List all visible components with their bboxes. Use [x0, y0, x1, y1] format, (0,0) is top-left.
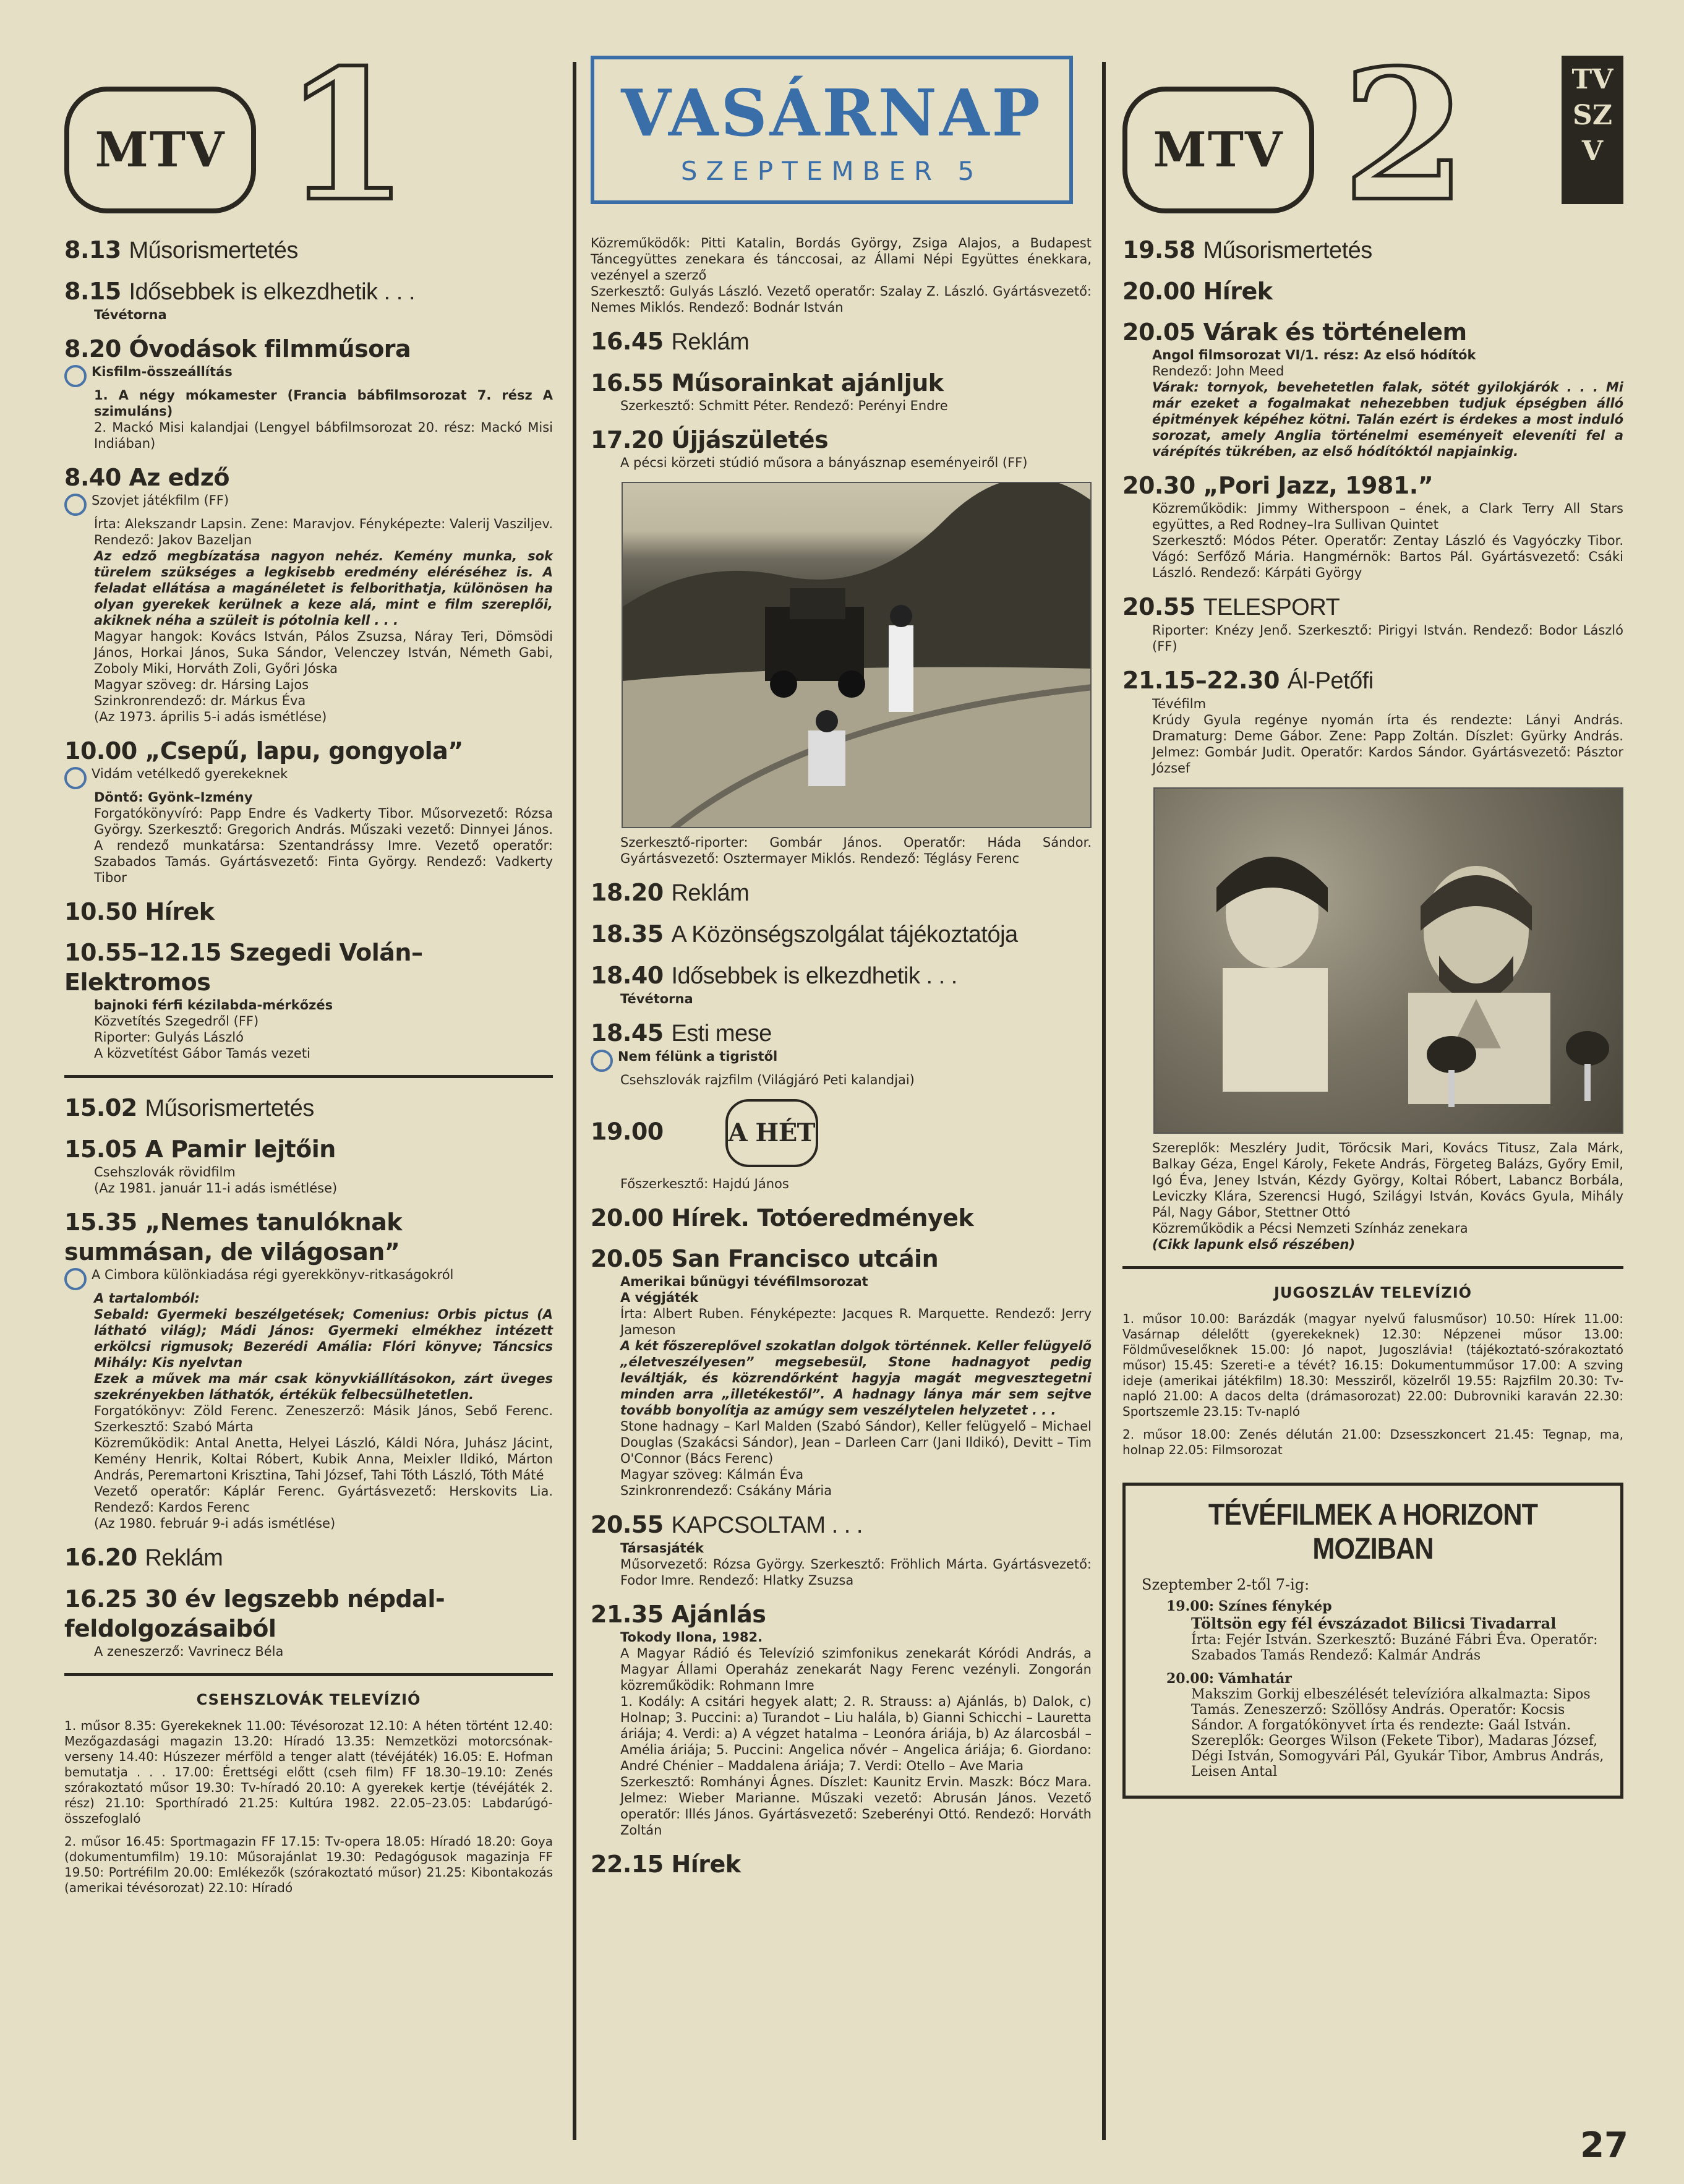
- program-entry: [591, 368, 1092, 414]
- al-petofi-photo: [1153, 787, 1623, 1134]
- program-entry: [591, 327, 1092, 357]
- subtitle: Társasjáték: [620, 1541, 704, 1556]
- mtv2-header: [1122, 31, 1623, 241]
- subtitle: Nem félünk a tigristől: [618, 1049, 778, 1064]
- line: (Az 1981. január 11-i adás ismétlése): [94, 1181, 338, 1196]
- title: Reklám: [145, 1545, 223, 1571]
- credits: Műsorvezető: Rózsa György. Szerkesztő: Fröhlich Márta. Gyártásvezető: Fodor Imre. Rendező: Hlatky Zsuzsa: [620, 1557, 1092, 1588]
- cast: Közreműködik: Jimmy Witherspoon – ének, a Clark Terry All Stars együttes, a Red Rodney–Ira Sullivan Quintet: [1152, 501, 1623, 532]
- time: 18.45: [591, 1019, 664, 1047]
- title: Várak és történelem: [1203, 319, 1467, 346]
- title: Hírek. Totóeredmények: [671, 1204, 974, 1231]
- time: 20.30: [1122, 472, 1195, 499]
- time: 8.40: [64, 464, 121, 491]
- program-entry: [591, 1244, 1092, 1499]
- time: 16.25: [64, 1585, 137, 1612]
- subtitle: Döntő: Gyönk–Izmény: [94, 790, 253, 805]
- title: Az edző: [129, 464, 229, 491]
- time: 10.00: [64, 737, 137, 764]
- time: 16.20: [64, 1544, 137, 1571]
- sync-credit: Szinkronrendező: dr. Márkus Éva: [94, 693, 306, 708]
- time: 15.02: [64, 1094, 137, 1121]
- title: Idősebbek is elkezdhetik . . .: [129, 279, 415, 305]
- subtitle: Tévéfilm: [1152, 696, 1207, 711]
- title: „Csepű, lapu, gongyola”: [145, 737, 463, 764]
- kind: Színes fénykép: [1218, 1598, 1332, 1614]
- time: 19.00:: [1166, 1598, 1215, 1614]
- description: A két főszereplővel szokatlan dolgok történnek. Keller felügyelő „életveszélyesen” megsebesül, Stone hadnagyot pedig leváltják, és közrendőrként hagyja magát megvesztegetni minden arra „illetékestől”. A hadnagy lánya már sem sejtve tovább bonyolítja az amúgy sem veszélytelen helyzetet . . .: [620, 1338, 1092, 1418]
- line: A pécsi körzeti stúdió műsora a bányásznap eseményeiről (FF): [620, 455, 1028, 470]
- program-entry: [64, 334, 553, 452]
- program-entry: [64, 1543, 553, 1573]
- program-entry: [64, 1093, 553, 1123]
- credits: Közreműködők: Pitti Katalin, Bordás György, Zsiga Alajos, a Budapest Táncegyüttes zenekara és tánccosai, az Állami Népi Együttes énekkara, vezényel a szerző: [591, 236, 1092, 283]
- line: Riporter: Knézy Jenő. Szerkesztő: Pirigyi István. Rendező: Bodor László (FF): [1152, 623, 1623, 654]
- program-entry: [591, 961, 1092, 1007]
- separator: [64, 1673, 553, 1676]
- separator: [64, 1075, 553, 1078]
- credits: Szerkesztő: Módos Péter. Operatőr: Zentay László és Vagyóczky Tibor. Vágó: Serfőző Mária. Hangmérnök: Bartos Pál. Gyártásvezető: Csáki László. Rendező: Kárpáti György: [1152, 533, 1623, 580]
- title: Reklám: [671, 329, 750, 355]
- line: Főszerkesztő: Hajdú János: [620, 1176, 789, 1191]
- line: A zeneszerző: Vavrinecz Béla: [94, 1644, 284, 1659]
- horizont-box: [1122, 1483, 1623, 1799]
- time: 21.15–22.30: [1122, 667, 1280, 694]
- time: 10.55–12.15: [64, 939, 221, 966]
- tab-line: V: [1581, 135, 1604, 167]
- time: 20.05: [591, 1245, 664, 1272]
- subtitle: Tévétorna: [94, 307, 167, 322]
- subtitle: A Cimbora különkiadása régi gyerekkönyv-ritkaságokról: [92, 1267, 454, 1282]
- text-credit: Magyar szöveg: Kálmán Éva: [620, 1467, 804, 1482]
- credits: Krúdy Gyula regénye nyomán írta és rendezte: Lányi András. Dramaturg: Deme Gábor. Zene: Papp Zoltán. Díszlet: Gyürky András. Jelmez: Gombár Judit. Operatőr: Kardos Sándor. Gyártásvezető: Pásztor József: [1152, 713, 1623, 776]
- crew: Vezető operatőr: Káplár Ferenc. Gyártásvezető: Herskovits Lia. Rendező: Kardos Ferenc: [94, 1484, 553, 1515]
- time: 20.00: [591, 1204, 664, 1231]
- tab-line: TV: [1571, 64, 1613, 95]
- mtv2-column: [1122, 31, 1623, 1799]
- program-entry: [64, 276, 553, 323]
- date: SZEPTEMBER 5: [680, 156, 983, 186]
- program-entry: [591, 878, 1092, 908]
- sunday-column: [591, 56, 1092, 1890]
- repeat-note: (Az 1973. április 5-i adás ismétlése): [94, 709, 327, 724]
- credits: Írta: Fejér István. Szerkesztő: Buzáné Fábri Éva. Operatőr: Szabados Tamás Rendező: Kalmár András: [1191, 1632, 1598, 1663]
- czech-tv-title: CSEHSZLOVÁK TELEVÍZIÓ: [196, 1691, 421, 1708]
- program-entry: [64, 897, 553, 927]
- program-entry: [64, 1584, 553, 1659]
- separator: [1122, 1266, 1623, 1269]
- description: Makszim Gorkij elbeszélését televízióra alkalmazta: Sipos Tamás. Zeneszerző: Szöllősy András. Operatőr: Kocsis Sándor. A forgatókönyvet írta és rendezte: Gaál István. Szereplők: Georges Wilson (Fekete Tibor), Madaras József, Dégi István, Somogyvári Pál, Gyukár Tibor, Ambrus András, Leisen Antal: [1191, 1687, 1604, 1779]
- title: San Francisco utcáin: [671, 1245, 939, 1272]
- subtitle: Angol filmsorozat VI/1. rész: Az első hódítók: [1152, 348, 1476, 362]
- program-entry: [591, 1599, 1092, 1838]
- program-entry: [591, 1099, 1092, 1192]
- program-entry: [1122, 276, 1623, 306]
- time: 18.40: [591, 962, 664, 989]
- czech-tv-program-1: 1. műsor 8.35: Gyerekeknek 11.00: Tévésorozat 12.10: A héten történt 12.40: Mezőgazdasági magazin 13.20: Híradó 13.35: Nemzetközi motorcsónak-verseny 14.40: Húszezer mérföld a tenger alatt (tévéjáték) 16.05: E. Hofman bemutatja . . . 17.00: Érettségi előtt (cseh film) FF 18.30–19.10: Zenés szórakoztató műsor 19.30: Tv-híradó 20.10: A gyerekek kertje (tévéjáték 2. rész) 21.10: Sporthíradó 21.25: Kultúra 1982. 22.05–23.05: Labdarúgó-összefoglaló: [64, 1718, 553, 1826]
- time: 19.58: [1122, 236, 1195, 263]
- program-entry: [64, 463, 553, 725]
- subtitle: Szovjet játékfilm (FF): [92, 493, 229, 508]
- yugoslav-tv-program-1: 1. műsor 10.00: Barázdák (magyar nyelvű falusműsor) 10.50: Hírek 11.00: Vasárnap délelőtt (gyerekeknek) 12.30: Népzenei műsor 13.00: Földműveselőknek 15.00: Jó napot, Jugoszlávia! (tájékoztató-szórakoztató műsor) 15.45: Szereti-e a tévét? 16.15: Dokumentumműsor 17.00: A szving ideje (amerikai játékfilm) 18.30: Messziről, közelről 19.55: Rajzfilm 20.30: Tv-napló 21.00: A dacos delta (drámasorozat) 22.00: Dubrovniki karaván 22.30: Sportszemle 23.15: Tv-napló: [1122, 1311, 1623, 1419]
- kind: Vámhatár: [1218, 1671, 1292, 1687]
- cast: Stone hadnagy – Karl Malden (Szabó Sándor), Keller felügyelő – Michael Douglas (Szakácsi Sándor), Jean – Darleen Carr (Jani Ildikó), Devitt – Tim O'Connor (Bács Ferenc): [620, 1419, 1092, 1466]
- repeat-note: (Az 1980. február 9-i adás ismétlése): [94, 1516, 336, 1531]
- program-list: 1. Kodály: A csitári hegyek alatt; 2. R. Strauss: a) Ajánlás, b) Dalok, c) Holnap; 3. Puccini: a) Turandot – Liu halála, b) Gianni Schicchi – Lauretta áriája; 4. Verdi: a) A végzet hatalma – Leonóra áriája, b) Az álarcosbál – Amélia áriája; 5. Puccini: Angelica nővér – Angelica áriája; 6. Giordano: André Chénier – Maddalena áriája; 7. Verdi: Otello – Ave Maria: [620, 1694, 1092, 1773]
- contents-label: A tartalomból:: [94, 1291, 200, 1306]
- title: Hírek: [671, 1851, 741, 1878]
- subtitle: bajnoki férfi kézilabda-mérkőzés: [94, 998, 333, 1013]
- subtitle: A végjáték: [620, 1290, 699, 1305]
- time: 17.20: [591, 426, 664, 453]
- time: 22.15: [591, 1851, 664, 1878]
- item: 1. A négy mókamester (Francia bábfilmsorozat 7. rész A szimuláns): [94, 388, 553, 419]
- line: Rendező: John Meed: [1152, 364, 1284, 379]
- time: 18.35: [591, 920, 664, 948]
- time: 21.35: [591, 1601, 664, 1628]
- cast: Szereplők: Meszléry Judit, Törőcsik Mari, Kovács Titusz, Zala Márk, Balkay Géza, Engel Károly, Fekete András, Förgeteg Balázs, Győry Emil, Igó Éva, Jeney István, Kézdy György, Koltai Róbert, Labancz Borbála, Leviczky Klára, Szerencsi Hugó, Szilágyi István, Kovács Gyula, Mihály Pál, Nagy Gábor, Stettner Ottó: [1152, 1141, 1623, 1220]
- program-entry: [64, 1134, 553, 1196]
- color-broadcast-icon: [591, 1050, 613, 1072]
- channel-number: 1: [284, 31, 409, 241]
- title: A Pamir lejtőin: [145, 1136, 336, 1163]
- program-entry: [591, 425, 1092, 867]
- time: 15.05: [64, 1136, 137, 1163]
- title: Óvodások filmműsora: [129, 335, 411, 362]
- time: 16.45: [591, 328, 664, 355]
- mtv-logo: MTV: [1122, 87, 1314, 213]
- program-entry: [591, 919, 1092, 949]
- contents: Sebald: Gyermeki beszélgetések; Comenius: Orbis pictus (A látható világ); Mádi János: Gyermeki elmékhez intézett erkölcsi rigmusok; Bezerédi Amália: Flóri könyve; Táncsics Mihály: Kis nyelvtan: [94, 1307, 553, 1370]
- subtitle: Kisfilm-összeállítás: [92, 364, 233, 379]
- horizont-date: Szeptember 2-től 7-ig:: [1142, 1576, 1310, 1593]
- sync-credit: Szinkronrendező: Csákány Mária: [620, 1483, 832, 1498]
- column-divider-right: [1102, 62, 1106, 2140]
- time: 10.50: [64, 898, 137, 925]
- line: A közvetítést Gábor Tamás vezeti: [94, 1046, 310, 1061]
- music-credit: Közreműködik a Pécsi Nemzeti Színház zenekara: [1152, 1221, 1468, 1236]
- program-entry: [591, 1510, 1092, 1588]
- voices: Magyar hangok: Kovács István, Pálos Zsuzsa, Náray Teri, Dömsödi János, Horkai János, Suka Sándor, Velenczey István, Németh Gabi, Zoboly Miki, Horváth Zoli, Győri Jóska: [94, 629, 553, 676]
- title: Hírek: [145, 898, 215, 925]
- program-entry: [1122, 666, 1623, 1253]
- credits: Szerkesztő: Gulyás László. Vezető operatőr: Szalay Z. László. Gyártásvezető: Nemes Miklós. Rendező: Bodnár István: [591, 284, 1092, 315]
- title: Esti mese: [671, 1021, 772, 1047]
- cast: Közreműködik: Antal Anetta, Helyei László, Káldi Nóra, Juhász Jácint, Kemény Henrik, Koltai Róbert, Kubik Anna, Meixler Ildikó, Márton András, Peremartoni Krisztina, Tahi József, Tahi Tóth László, Tóth Máté: [94, 1436, 553, 1483]
- subtitle: Tévétorna: [620, 991, 693, 1006]
- title: 30 év legszebb népdal-feldolgozásaiból: [64, 1585, 445, 1642]
- mtv-logo: MTV: [64, 87, 256, 213]
- title: Műsorismertetés: [145, 1095, 314, 1121]
- photo-illustration: [623, 483, 1092, 828]
- horizont-title: TÉVÉFILMEK A HORIZONT MOZIBAN: [1208, 1499, 1538, 1565]
- day-header: [591, 56, 1073, 204]
- program-entry: [591, 1849, 1092, 1879]
- time: 8.13: [64, 236, 121, 263]
- line: Csehszlovák rajzfilm (Világjáró Peti kalandjai): [620, 1073, 915, 1087]
- title: Ál-Petőfi: [1287, 668, 1374, 694]
- description: Az edző megbízatása nagyon nehéz. Kemény munka, sok türelem szükséges a legkisebb eredmény eléréséhez is. A feladat ellátása a magánéletet is felborithatja, különösen ha olyan gyerekek kerülnek a keze alá, mint e film szereplői, akiknek néha a szüleit is pótolnia kell . . .: [94, 549, 553, 628]
- item: 2. Mackó Misi kalandjai (Lengyel bábfilmsorozat 20. rész: Mackó Misi Indiában): [94, 420, 553, 451]
- subtitle: Vidám vetélkedő gyerekeknek: [92, 766, 288, 781]
- text-credit: Magyar szöveg: dr. Hársing Lajos: [94, 677, 309, 692]
- tv-szv-tab: [1562, 56, 1623, 204]
- title: Szegedi Volán–Elektromos: [64, 939, 423, 996]
- time: 20.55: [591, 1511, 664, 1538]
- subtitle: Amerikai bűnügyi tévéfilmsorozat: [620, 1274, 868, 1289]
- credits: Forgatókönyv: Zöld Ferenc. Zeneszerző: Másik János, Sebő Ferenc. Szerkesztő: Szabó Márta: [94, 1403, 553, 1434]
- program-entry: [591, 1018, 1092, 1088]
- title: Töltsön egy fél évszázadot Bilicsi Tivadarral: [1191, 1614, 1557, 1632]
- title: „Pori Jazz, 1981.”: [1203, 472, 1434, 499]
- title: Műsorismertetés: [129, 238, 298, 263]
- title: Műsorismertetés: [1203, 238, 1372, 263]
- title: Reklám: [671, 880, 750, 906]
- time: 20.55: [1122, 593, 1195, 620]
- tab-line: SZ: [1573, 100, 1612, 131]
- time: 8.15: [64, 278, 121, 305]
- color-broadcast-icon: [64, 494, 87, 516]
- title: Idősebbek is elkezdhetik . . .: [671, 963, 957, 989]
- title: Ajánlás: [671, 1601, 766, 1628]
- program-entry: [1122, 592, 1623, 654]
- yugoslav-tv-title: JUGOSZLÁV TELEVÍZIÓ: [1273, 1284, 1472, 1301]
- credits: Forgatókönyvíró: Papp Endre és Vadkerty Tibor. Műsorvezető: Rózsa György. Szerkesztő: Gregorich András. Műszaki vezető: Dinnyei János. A rendező munkatársa: Szentandrássy Imre. Vezető operatőr: Szabados Tamás. Gyártásvezető: Finta György. Rendező: Vadkerty Tibor: [94, 806, 553, 885]
- line: Szerkesztő: Schmitt Péter. Rendező: Perényi Endre: [620, 398, 948, 413]
- title: Újjászületés: [671, 426, 829, 453]
- color-broadcast-icon: [64, 767, 87, 789]
- line: Csehszlovák rövidfilm: [94, 1165, 236, 1180]
- channel-number: 2: [1342, 31, 1467, 241]
- line: Közvetítés Szegedről (FF): [94, 1014, 259, 1029]
- title: A Közönségszolgálat tájékoztatója: [671, 922, 1018, 948]
- description: A Magyar Rádió és Televízió szimfonikus zenekarát Kóródi András, a Magyar Állami Operaház zenekarát Nagy Ferenc vezényli. Zongorán közreműködik: Rohmann Imre: [620, 1646, 1092, 1693]
- credits: Szerkesztő: Romhányi Ágnes. Díszlet: Kaunitz Ervin. Maszk: Bócz Mara. Jelmez: Wieber Marianne. Műszaki vezető: Abrusán János. Vezető operatőr: Illés János. Gyártásvezető: Szeberényi Ottó. Rendező: Horváth Zoltán: [620, 1775, 1092, 1838]
- photo-illustration: [1155, 789, 1623, 1134]
- time: 15.35: [64, 1209, 137, 1236]
- time: 19.00: [591, 1118, 664, 1146]
- title: TELESPORT: [1203, 594, 1340, 620]
- time: 20.00:: [1166, 1671, 1215, 1687]
- program-entry: [64, 938, 553, 1061]
- program-entry: [591, 1203, 1092, 1233]
- yugoslav-tv-program-2: 2. műsor 18.00: Zenés délután 21.00: Dzsesszkoncert 21.45: Tegnap, ma, holnap 22.05: Filmsorozat: [1122, 1427, 1623, 1457]
- time: 20.00: [1122, 278, 1195, 305]
- note: (Cikk lapunk első részében): [1152, 1237, 1356, 1252]
- subtitle: Tokody Ilona, 1982.: [620, 1630, 763, 1645]
- a-het-logo: A HÉT: [725, 1099, 818, 1167]
- time: 16.55: [591, 369, 664, 396]
- line: Riporter: Gulyás László: [94, 1030, 244, 1045]
- mtv1-column: [64, 31, 553, 1896]
- title: Hírek: [1203, 278, 1273, 305]
- credits: Szerkesztő-riporter: Gombár János. Operatőr: Háda Sándor. Gyártásvezető: Osztermayer Miklós. Rendező: Téglásy Ferenc: [620, 835, 1092, 866]
- program-entry: [1122, 471, 1623, 581]
- program-entry: [1122, 317, 1623, 460]
- column-divider-left: [573, 62, 576, 2140]
- title: KAPCSOLTAM . . .: [671, 1512, 863, 1538]
- description: Várak: tornyok, bevehetetlen falak, sötét gyilokjárók . . . Mi már ezeket a fogalmakat nehezebben tudjuk épségben álló épitmények képéhez kötni. Talán ezért is érdekes a most induló sorozat, amely Anglia történelmi eseményeit eleveníti fel a várépítés tükrében, az első hódítóktól napjainkig.: [1152, 380, 1623, 459]
- program-entry: [64, 736, 553, 886]
- title: „Nemes tanulóknak summásan, de világosan”: [64, 1209, 402, 1265]
- page-number: 27: [1580, 2125, 1628, 2165]
- mtv1-header: [64, 31, 553, 241]
- description: Ezek a művek ma már csak könyvkiállításokon, zárt üveges szekrényekben láthatók, értékük felbecsülhetetlen.: [94, 1371, 553, 1402]
- mining-photo: [622, 482, 1092, 828]
- title: Műsorainkat ajánljuk: [671, 369, 944, 396]
- day-title: VASÁRNAP: [621, 75, 1043, 151]
- credits: Írta: Alekszandr Lapsin. Zene: Maravjov. Fényképezte: Valerij Vasziljev. Rendező: Jakov Bazeljan: [94, 516, 553, 547]
- time: 18.20: [591, 879, 664, 906]
- color-broadcast-icon: [64, 365, 87, 387]
- czech-tv-program-2: 2. műsor 16.45: Sportmagazin FF 17.15: Tv-opera 18.05: Híradó 18.20: Goya (dokumentumfilm) 19.10: Műsorajánlat 19.30: Pedagógusok magazinja FF 19.50: Portréfilm 20.00: Emlékezők (szórakoztató műsor) 21.25: Kibontakozás (amerikai tévésorozat) 22.10: Híradó: [64, 1834, 553, 1895]
- time: 8.20: [64, 335, 121, 362]
- time: 20.05: [1122, 319, 1195, 346]
- credits: Írta: Albert Ruben. Fényképezte: Jacques R. Marquette. Rendező: Jerry Jameson: [620, 1306, 1092, 1337]
- color-broadcast-icon: [64, 1268, 87, 1290]
- program-entry: [64, 1207, 553, 1531]
